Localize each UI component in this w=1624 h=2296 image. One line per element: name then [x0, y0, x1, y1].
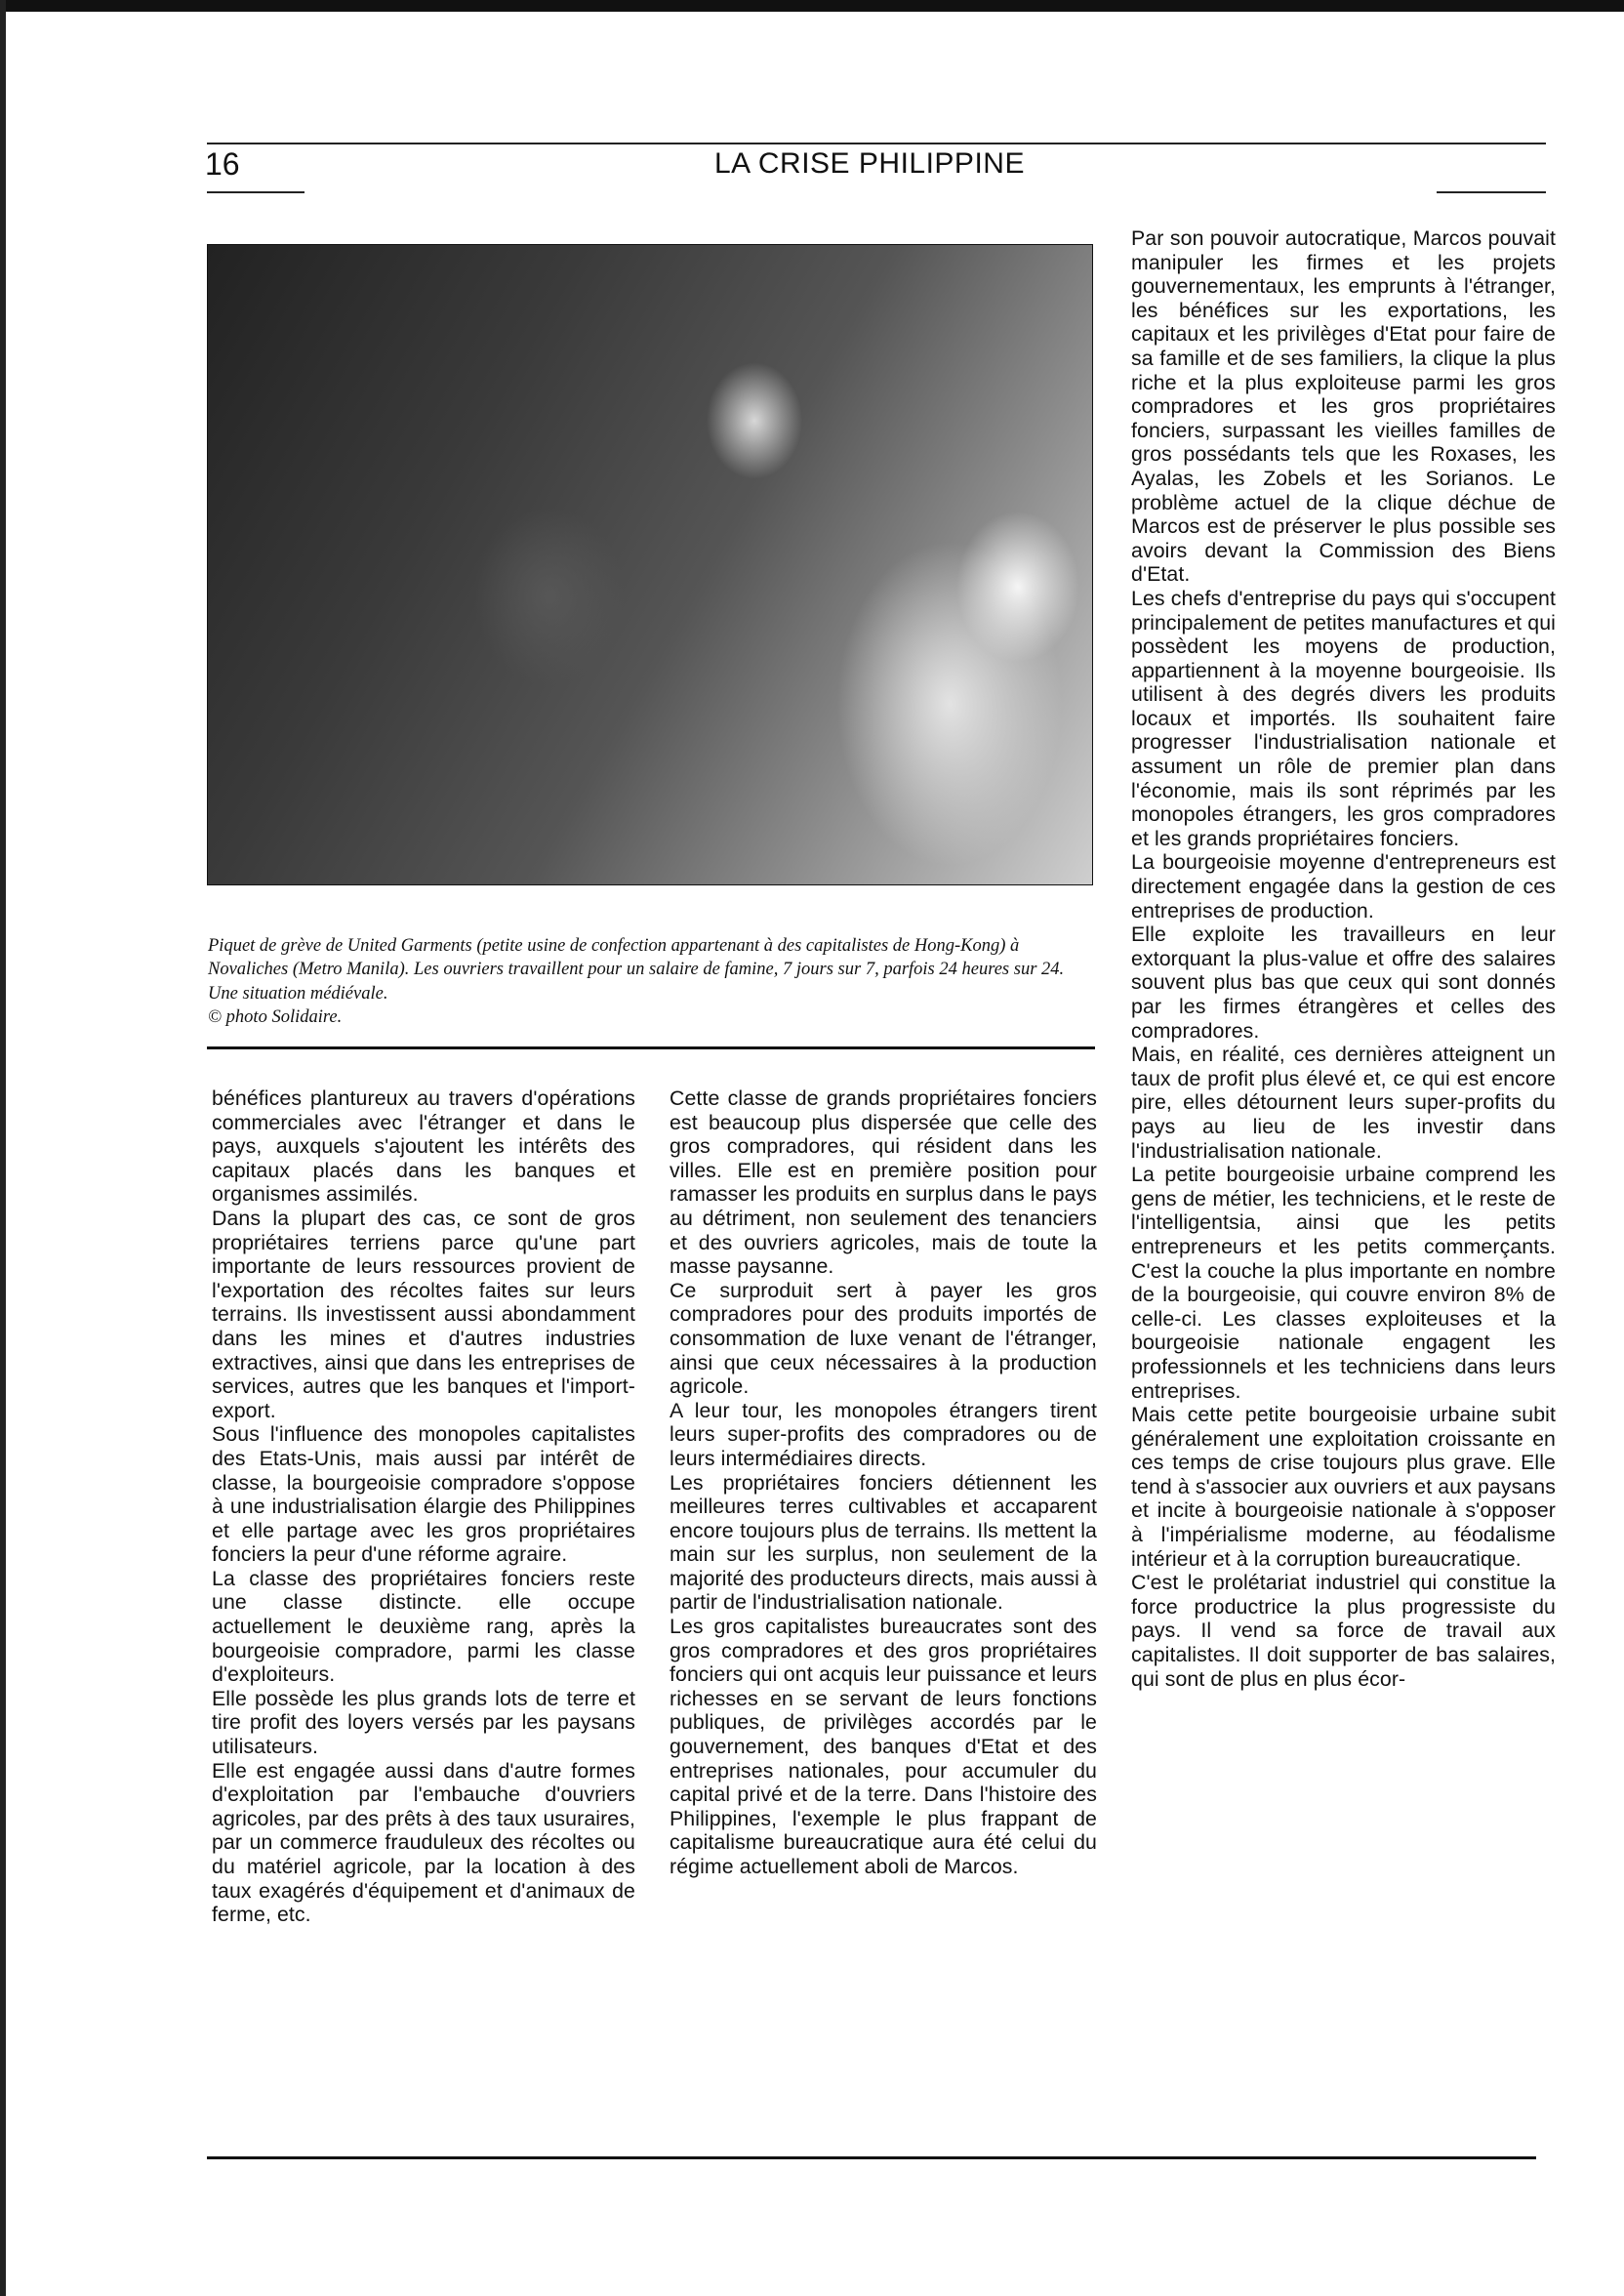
paragraph: Dans la plupart des cas, ce sont de gros propriétaires terriens parce qu'une part importante de leurs ressources provient de l'exportation des récoltes faites sur leurs terrains. Ils investissent aussi abondamment dans les mines et d'autres industries extractives, ainsi que dans les entreprises de services, autres que les banques et l'import-export.	[212, 1206, 635, 1422]
bottom-rule	[207, 2156, 1536, 2159]
paragraph: Elle possède les plus grands lots de terre et tire profit des loyers versés par les paysans utilisateurs.	[212, 1686, 635, 1759]
running-title: LA CRISE PHILIPPINE	[714, 147, 1025, 180]
paragraph: bénéfices plantureux au travers d'opérations commerciales avec l'étranger et dans le pays, auxquels s'ajoutent les intérêts des capitaux placés dans les banques et organismes assimilés.	[212, 1086, 635, 1207]
paragraph: Mais cette petite bourgeoisie urbaine subit généralement une exploitation croissante en ces temps de crise toujours plus grave. Elle tend à s'associer aux ouvriers et aux paysans et incite à bourgeoisie nationale à s'opposer à l'impérialisme moderne, au féodalisme intérieur et à la corruption bureaucratique.	[1131, 1403, 1556, 1571]
caption-text: Piquet de grève de United Garments (petite usine de confection appartenant à des capitalistes de Hong-Kong) à Novaliches (Metro Manila). Les ouvriers travaillent pour un salaire de famine, 7 jours sur 7, parfois 24 heures sur 24. Une situation médiévale.	[208, 936, 1065, 1004]
paragraph: Cette classe de grands propriétaires fonciers est beaucoup plus dispersée que celle des gros compradores, qui résident dans les villes. Elle est en première position pour ramasser les produits en surplus dans le pays au détriment, non seulement des tenanciers et des ouvriers agricoles, mais de toute la masse paysanne.	[670, 1086, 1097, 1279]
column-3	[1131, 226, 1556, 1691]
page-left-border	[0, 0, 6, 2296]
paragraph: Elle exploite les travailleurs en leur extorquant la plus-value et offre des salaires souvent plus bas que ceux qui sont donnés par les firmes étrangères et celles des compradores.	[1131, 922, 1556, 1043]
strike-photo	[207, 244, 1093, 885]
photo-credit: © photo Solidaire.	[208, 1006, 343, 1027]
paragraph: Les gros capitalistes bureaucrates sont des gros compradores et des gros propriétaires fonciers qui ont acquis leur puissance et leurs richesses en se servant de leurs fonctions publiques, de privilèges accordés par le gouvernement, des banques d'Etat et des entreprises nationales, pour accumuler du capital privé et de la terre. Dans l'histoire des Philippines, l'exemple le plus frappant de capitalisme bureaucratique aura été celui du régime actuellement aboli de Marcos.	[670, 1615, 1097, 1878]
paragraph: Les chefs d'entreprise du pays qui s'occupent principalement de petites manufactures et qui possèdent les moyens de production, appartiennent à la moyenne bourgeoisie. Ils utilisent à des degrés divers les produits locaux et importés. Ils souhaitent faire progresser l'industrialisation nationale et assument un rôle de premier plan dans l'économie, mais ils sont réprimés par les monopoles étrangers, les gros compradores et les grands propriétaires fonciers.	[1131, 586, 1556, 850]
paragraph: Elle est engagée aussi dans d'autre formes d'exploitation par l'embauche d'ouvriers agricoles, par des prêts à des taux usuraires, par un commerce frauduleux des récoltes ou du matériel agricole, par la location à des taux exagérés d'équipement et d'animaux de ferme, etc.	[212, 1758, 635, 1927]
header-rule-right	[1437, 191, 1546, 193]
paragraph: La bourgeoisie moyenne d'entrepreneurs est directement engagée dans la gestion de ces entreprises de production.	[1131, 850, 1556, 922]
header-rule-left	[207, 191, 304, 193]
page-number: 16	[205, 146, 240, 182]
paragraph: A leur tour, les monopoles étrangers tirent leurs super-profits des compradores ou de leurs intermédiaires directs.	[670, 1398, 1097, 1470]
caption-rule	[207, 1046, 1095, 1049]
page-top-border	[0, 0, 1624, 12]
paragraph: Par son pouvoir autocratique, Marcos pouvait manipuler les firmes et les projets gouvernementaux, les emprunts à l'étranger, les bénéfices sur les exportations, les capitaux et les privilèges d'Etat pour faire de sa famille et de ses familiers, la clique la plus riche et la plus exploiteuse parmi les gros compradores et les gros propriétaires fonciers, surpassant les vieilles familles de gros possédants tels que les Roxases, les Ayalas, les Zobels et les Sorianos. Le problème actuel de la clique déchue de Marcos est de préserver le plus possible ses avoirs devant la Commission des Biens d'Etat.	[1131, 226, 1556, 587]
column-1	[212, 1086, 635, 1927]
photo-caption	[208, 934, 1094, 1029]
paragraph: Sous l'influence des monopoles capitalistes des Etats-Unis, mais aussi par intérêt de classe, la bourgeoisie compradore s'oppose à une industrialisation élargie des Philippines et elle partage avec les gros propriétaires fonciers la peur d'une réforme agraire.	[212, 1422, 635, 1567]
paragraph: Ce surproduit sert à payer les gros compradores pour des produits importés de consommation de luxe venant de l'étranger, ainsi que ceux nécessaires à la production agricole.	[670, 1278, 1097, 1399]
paragraph: C'est le prolétariat industriel qui constitue la force productrice la plus progressiste du pays. Il vend sa force de travail aux capitalistes. Il doit supporter de bas salaires, qui sont de plus en plus écor-	[1131, 1571, 1556, 1691]
column-2	[670, 1086, 1097, 1879]
paragraph: Les propriétaires fonciers détiennent les meilleures terres cultivables et accaparent encore toujours plus de terrains. Ils mettent la main sur les surplus, non seulement de la majorité des producteurs directs, mais aussi à partir de l'industrialisation nationale.	[670, 1470, 1097, 1615]
paragraph: Mais, en réalité, ces dernières atteignent un taux de profit plus élevé et, ce qui est encore pire, elles détournent leurs super-profits du pays au lieu de les investir dans l'industrialisation nationale.	[1131, 1043, 1556, 1163]
header-top-rule	[207, 143, 1546, 144]
paragraph: La classe des propriétaires fonciers reste une classe distincte. elle occupe actuellement le deuxième rang, après la bourgeoisie compradore, parmi les classe d'exploiteurs.	[212, 1566, 635, 1687]
paragraph: La petite bourgeoisie urbaine comprend les gens de métier, les techniciens, et le reste de l'intelligentsia, ainsi que les petits entrepreneurs et les petits commerçants. C'est la couche la plus importante en nombre de la bourgeoisie, qui couvre environ 8% de celle-ci. Les classes exploiteuses et la bourgeoisie nationale engagent les professionnels et les techniciens dans leurs entreprises.	[1131, 1163, 1556, 1403]
